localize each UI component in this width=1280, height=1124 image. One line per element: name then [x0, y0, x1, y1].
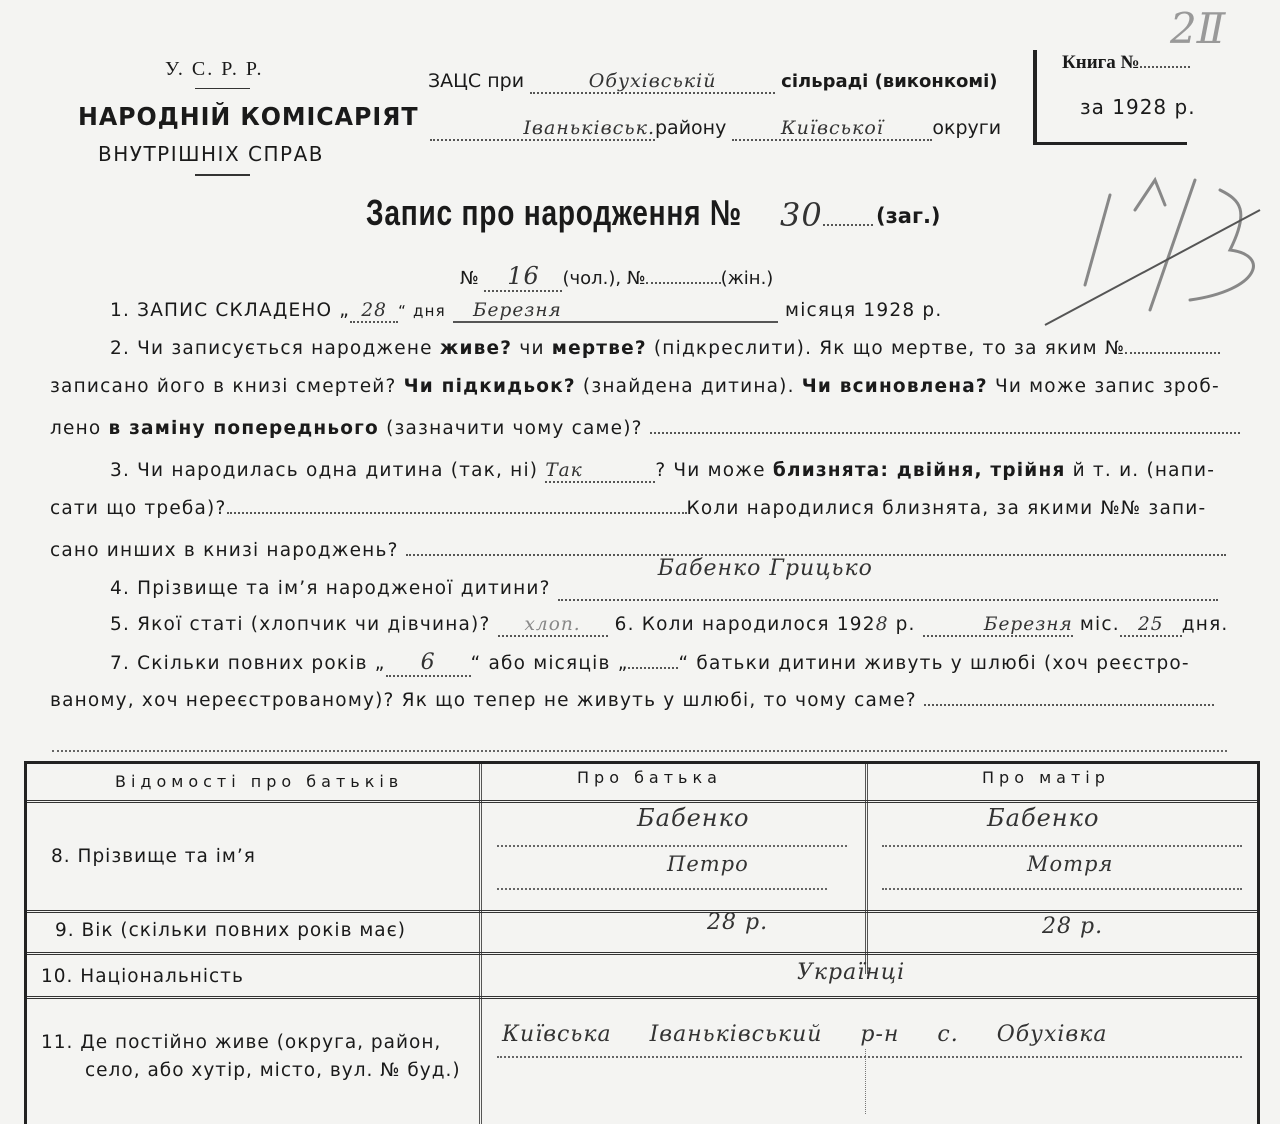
okrug-field[interactable]: Київської	[732, 117, 932, 141]
district-line	[430, 117, 1001, 141]
father-firstname[interactable]: Петро	[667, 852, 749, 876]
zacs-prefix: ЗАЦС при	[428, 70, 525, 92]
table-header-parents: Відомості про батьків	[115, 772, 404, 791]
zacs-village-field[interactable]: Обухівській	[530, 70, 775, 94]
book-number-field[interactable]	[1140, 65, 1190, 68]
state-name: У. С. Р. Р.	[165, 58, 264, 80]
not-married-reason-field[interactable]	[924, 703, 1214, 706]
zacs-village-suffix: сільраді (виконкомі)	[781, 71, 998, 92]
record-day-field[interactable]: 28	[350, 300, 398, 323]
record-month-field[interactable]: Березня	[453, 300, 778, 323]
parents-residence[interactable]: Київська Іваньківський р-н с. Обухівка	[502, 1022, 1108, 1047]
twins-field[interactable]	[227, 511, 687, 514]
question-3-line-3: сано инших в книзі народжень?	[50, 540, 1226, 561]
column-divider	[865, 764, 868, 974]
divider	[195, 88, 250, 89]
commissariat-subtitle: ВНУТРІШНІХ СПРАВ	[98, 142, 324, 166]
child-name-field[interactable]: Бабенко Грицько	[558, 578, 1218, 601]
birth-year-field[interactable]: 8	[875, 614, 889, 635]
row-label-residence-2: село, або хутір, місто, вул. № буд.)	[85, 1060, 461, 1081]
birth-month-field[interactable]: Березня	[923, 614, 1073, 637]
question-3-line-2: сати що треба)? Коли народилися близнята, за якими №№ запи-	[50, 498, 1207, 519]
book-number-handwritten: 2Ⅱ	[1170, 4, 1226, 53]
parents-nationality[interactable]: Українці	[797, 960, 906, 985]
row-label-residence-1: 11. Де постійно живе (округа, район,	[41, 1032, 442, 1053]
question-7-line-2: ваному, хоч нереєстрованому)? Як що тепер не живуть у шлюбі, то чому саме?	[50, 690, 1214, 711]
district-field[interactable]: Іваньківськ.	[430, 117, 655, 141]
divider	[195, 174, 250, 176]
mother-firstname[interactable]: Мотря	[1027, 852, 1114, 876]
row-divider	[27, 996, 1257, 999]
column-divider	[865, 1049, 866, 1114]
table-header-father: Про батька	[577, 768, 722, 787]
mother-age[interactable]: 28 р.	[1042, 914, 1104, 939]
book-number-label: Книга №	[1062, 52, 1190, 74]
total-label: (заг.)	[876, 204, 941, 228]
marriage-months-field[interactable]	[628, 666, 678, 669]
question-1: 1. ЗАПИС СКЛАДЕНО „ 28 “ дня Березня місяця 1928 р.	[110, 300, 943, 321]
death-record-field[interactable]	[1125, 351, 1220, 354]
row-label-age: 9. Вік (скільки повних років має)	[55, 920, 407, 941]
father-age[interactable]: 28 р.	[707, 910, 769, 935]
replacement-reason-field[interactable]	[650, 431, 1240, 434]
question-2-line-2: записано його в книзі смертей? Чи підкидьок? (знайдена дитина). Чи всиновлена? Чи може запис зроб-	[50, 376, 1220, 397]
column-divider	[479, 764, 482, 1124]
question-3-line-1: 3. Чи народилась одна дитина (так, ні) Так ? Чи може близнята: двійня, трійня й т. и. (напи-	[110, 460, 1216, 481]
dotted-line	[497, 845, 847, 847]
commissariat-title: НАРОДНІЙ КОМІСАРІЯТ	[78, 102, 419, 131]
mother-surname[interactable]: Бабенко	[987, 804, 1100, 832]
option-dead[interactable]: мертве?	[551, 338, 647, 359]
record-number-field[interactable]: 30	[780, 196, 873, 234]
parents-table	[24, 761, 1260, 1124]
row-divider	[27, 952, 1257, 955]
zacs-line	[428, 70, 998, 94]
question-5-6: 5. Якої статі (хлопчик чи дівчина)? хлоп. 6. Коли народилося 1928 р. Березня міс. 25 дня.	[110, 614, 1229, 635]
table-header-mother: Про матір	[982, 768, 1110, 787]
page-title: Запис про народження №	[366, 192, 742, 233]
question-4: 4. Прізвище та ім’я народженої дитини? Бабенко Грицько	[110, 578, 1218, 601]
birth-day-field[interactable]: 25	[1120, 614, 1182, 637]
female-number-field[interactable]	[646, 281, 721, 284]
signature-mark-icon	[1040, 160, 1280, 330]
child-sex-field[interactable]: хлоп.	[498, 614, 608, 637]
row-divider	[27, 800, 1257, 803]
dotted-line	[497, 888, 827, 890]
dotted-line	[497, 1056, 1242, 1058]
dotted-line	[882, 888, 1242, 890]
okrug-label: округи	[932, 117, 1002, 139]
question-7-line-1: 7. Скільки повних років „ 6 “ або місяців „ “ батьки дитини живуть у шлюбі (хоч реєстро-	[110, 650, 1190, 675]
father-surname[interactable]: Бабенко	[637, 804, 750, 832]
row-label-name: 8. Прізвище та ім’я	[51, 846, 256, 867]
male-number-field[interactable]: 16	[484, 262, 562, 292]
question-2-line-1: 2. Чи записується народжене живе? чи мертве? (підкреслити). Як що мертве, то за яким №	[110, 338, 1220, 359]
option-alive[interactable]: живе?	[439, 338, 513, 359]
row-divider	[27, 910, 1257, 913]
row-label-nationality: 10. Національність	[41, 966, 244, 987]
single-child-field[interactable]: Так	[545, 460, 655, 483]
book-year: за 1928 р.	[1080, 95, 1196, 119]
dotted-line	[882, 845, 1242, 847]
district-label: району	[655, 117, 727, 139]
question-2-line-3: лено в заміну попереднього (зазначити чому саме)?	[50, 418, 1240, 439]
marriage-years-field[interactable]: 6	[386, 650, 471, 677]
extra-answer-line[interactable]	[52, 750, 1227, 752]
sub-number-line: № 16 (чол.), № (жін.)	[460, 262, 774, 290]
